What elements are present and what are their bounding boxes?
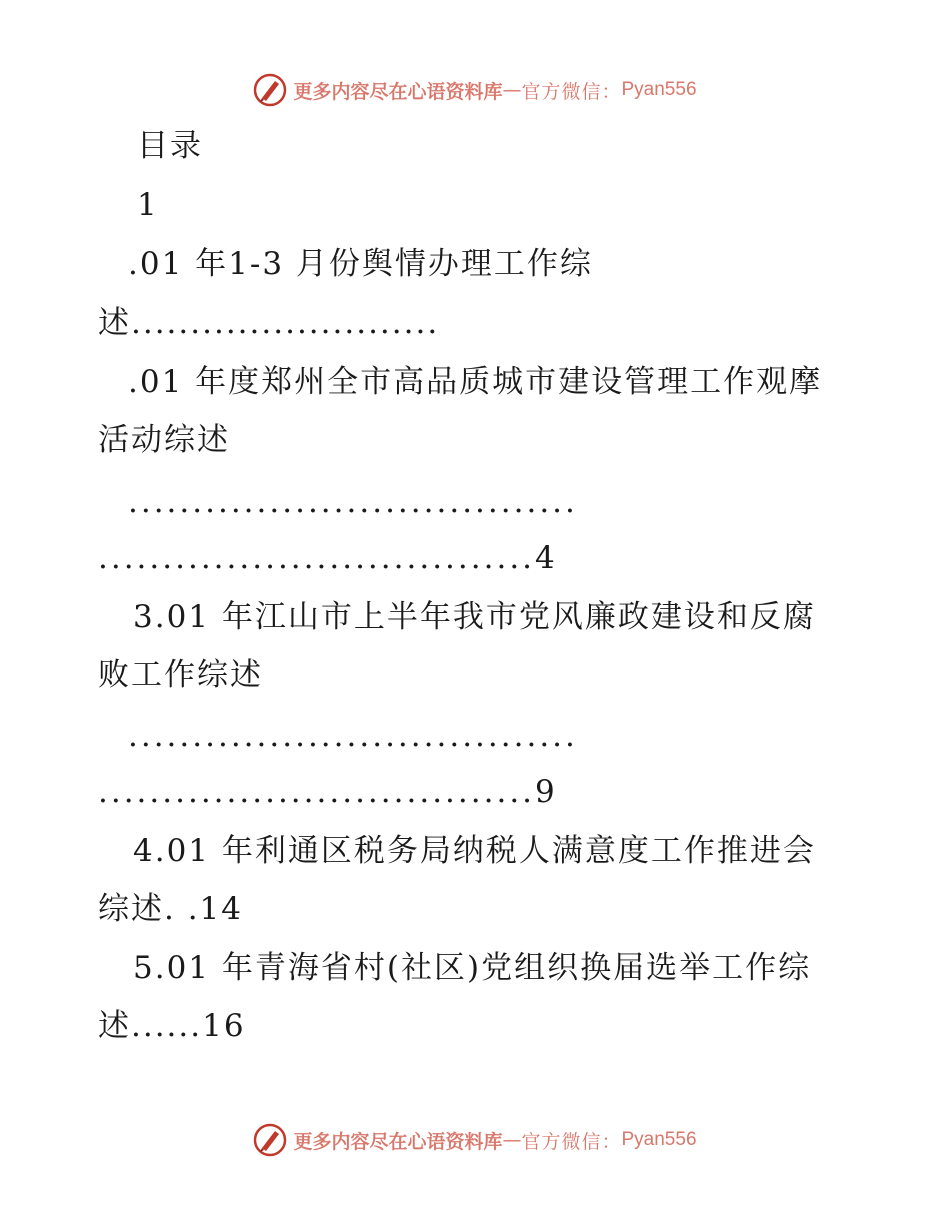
banner-wechat-label: 官方微信： bbox=[521, 1130, 622, 1153]
toc-heading: 目录 bbox=[137, 128, 203, 164]
banner-wechat-label: 官方微信： bbox=[521, 80, 622, 103]
toc-entry-line: ................................... bbox=[128, 484, 578, 520]
pen-logo-icon bbox=[253, 1123, 287, 1157]
banner-dash: — bbox=[502, 79, 522, 101]
toc-entry-line: .01 年1-3 月份舆情办理工作综 bbox=[128, 246, 593, 282]
toc-entry-line: 活动综述 bbox=[98, 422, 230, 458]
toc-entry-line: 述.......................... bbox=[98, 305, 440, 341]
banner-dash: — bbox=[502, 1129, 522, 1151]
toc-entry-line: 5.01 年青海省村(社区)党组织换届选举工作综 bbox=[133, 950, 812, 986]
banner-text: 更多内容尽在心语资料库 bbox=[293, 1130, 503, 1153]
toc-entry-line: 述......16 bbox=[98, 1008, 246, 1044]
toc-entry-line: 败工作综述 bbox=[98, 657, 263, 693]
header-banner bbox=[0, 70, 950, 110]
banner-wechat-id: Pyan556 bbox=[621, 1129, 697, 1150]
footer-banner bbox=[0, 1120, 950, 1160]
banner-wechat-id: Pyan556 bbox=[621, 79, 697, 100]
toc-entry-line: 3.01 年江山市上半年我市党风廉政建设和反腐 bbox=[133, 599, 816, 635]
pen-logo-icon bbox=[253, 73, 287, 107]
toc-entry-line: ..................................4 bbox=[98, 540, 558, 576]
toc-entry-line: 综述. .14 bbox=[98, 891, 244, 927]
toc-entry-line: .01 年度郑州全市高品质城市建设管理工作观摩 bbox=[128, 364, 823, 400]
toc-entry-line: 4.01 年利通区税务局纳税人满意度工作推进会 bbox=[133, 833, 816, 869]
banner-text: 更多内容尽在心语资料库 bbox=[293, 80, 503, 103]
toc-entry-line: ..................................9 bbox=[98, 774, 558, 810]
toc-number: 1 bbox=[137, 187, 159, 223]
toc-entry-line: ................................... bbox=[128, 718, 578, 754]
